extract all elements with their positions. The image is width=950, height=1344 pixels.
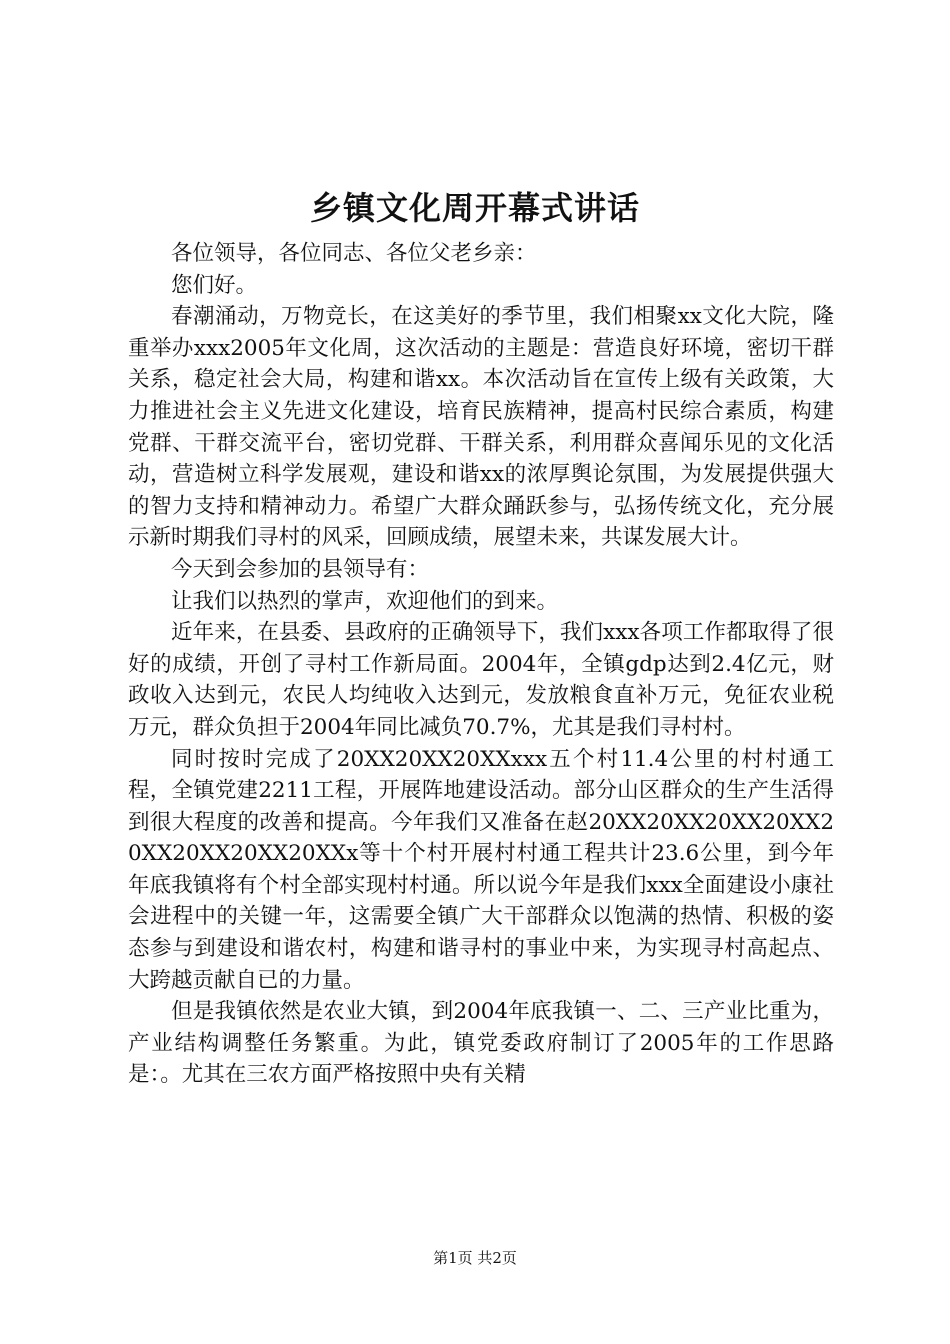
document-title: 乡镇文化周开幕式讲话 [309, 189, 640, 227]
paragraph-leaders: 今天到会参加的县领导有： [171, 556, 430, 582]
paragraph-opening: 春潮涌动，万物竞长，在这美好的季节里，我们相聚xx文化大院，隆重举办xxx2005年文化周，这次活动的主题是：营造良好环境，密切干群关系，稳定社会大局，构建和谐xx。本次活动旨在宣传上级有关政策，大力推进社会主义先进文化建设，培育民族精神，提高村民综合素质，构建党群、干群交流平台，密切党群、干群关系，利用群众喜闻乐见的文化活动，营造树立科学发展观，建设和谐xx的浓厚舆论氛围，为发展提供强大的智力支持和精神动力。希望广大群众踊跃参与，弘扬传统文化，充分展示新时期我们寻村的风采，回顾成绩，展望未来，共谋发展大计。 [128, 304, 834, 551]
paragraph-greeting: 各位领导，各位同志、各位父老乡亲： [171, 241, 537, 266]
document-body [128, 238, 834, 1091]
page-number: 第1页 共2页 [433, 1249, 517, 1267]
paragraph-hello: 您们好。 [171, 272, 258, 298]
paragraph-agriculture: 但是我镇依然是农业大镇，到2004年底我镇一、二、三产业比重为，产业结构调整任务繁重。为此，镇党委政府制订了2005年的工作思路是：。尤其在三农方面严格按照中央有关精 [128, 999, 835, 1088]
paragraph-welcome: 让我们以热烈的掌声，欢迎他们的到来。 [171, 588, 559, 614]
paragraph-roads: 同时按时完成了20XX20XX20XXxxx五个村11.4公里的村村通工程，全镇党建2211工程，开展阵地建设活动。部分山区群众的生产生活得到很大程度的改善和提高。今年我们又准备在赵20XX20XX20XX20XX20XX20XX20XX20XXx等十个村开展村村通工程共计23.6公里，到今年年底我镇将有个村全部实现村村通。所以说今年是我们xxx全面建设小康社会进程中的关键一年，这需要全镇广大干部群众以饱满的热情、积极的姿态参与到建设和谐农村，构建和谐寻村的事业中来，为实现寻村高起点、大跨越贡献自已的力量。 [128, 746, 834, 993]
paragraph-achievements: 近年来，在县委、县政府的正确领导下，我们xxx各项工作都取得了很好的成绩，开创了寻村工作新局面。2004年，全镇gdp达到2.4亿元，财政收入达到元，农民人均纯收入达到元，发放粮食直补万元，免征农业税万元，群众负担于2004年同比减负70.7%，尤其是我们寻村村。 [128, 620, 834, 740]
